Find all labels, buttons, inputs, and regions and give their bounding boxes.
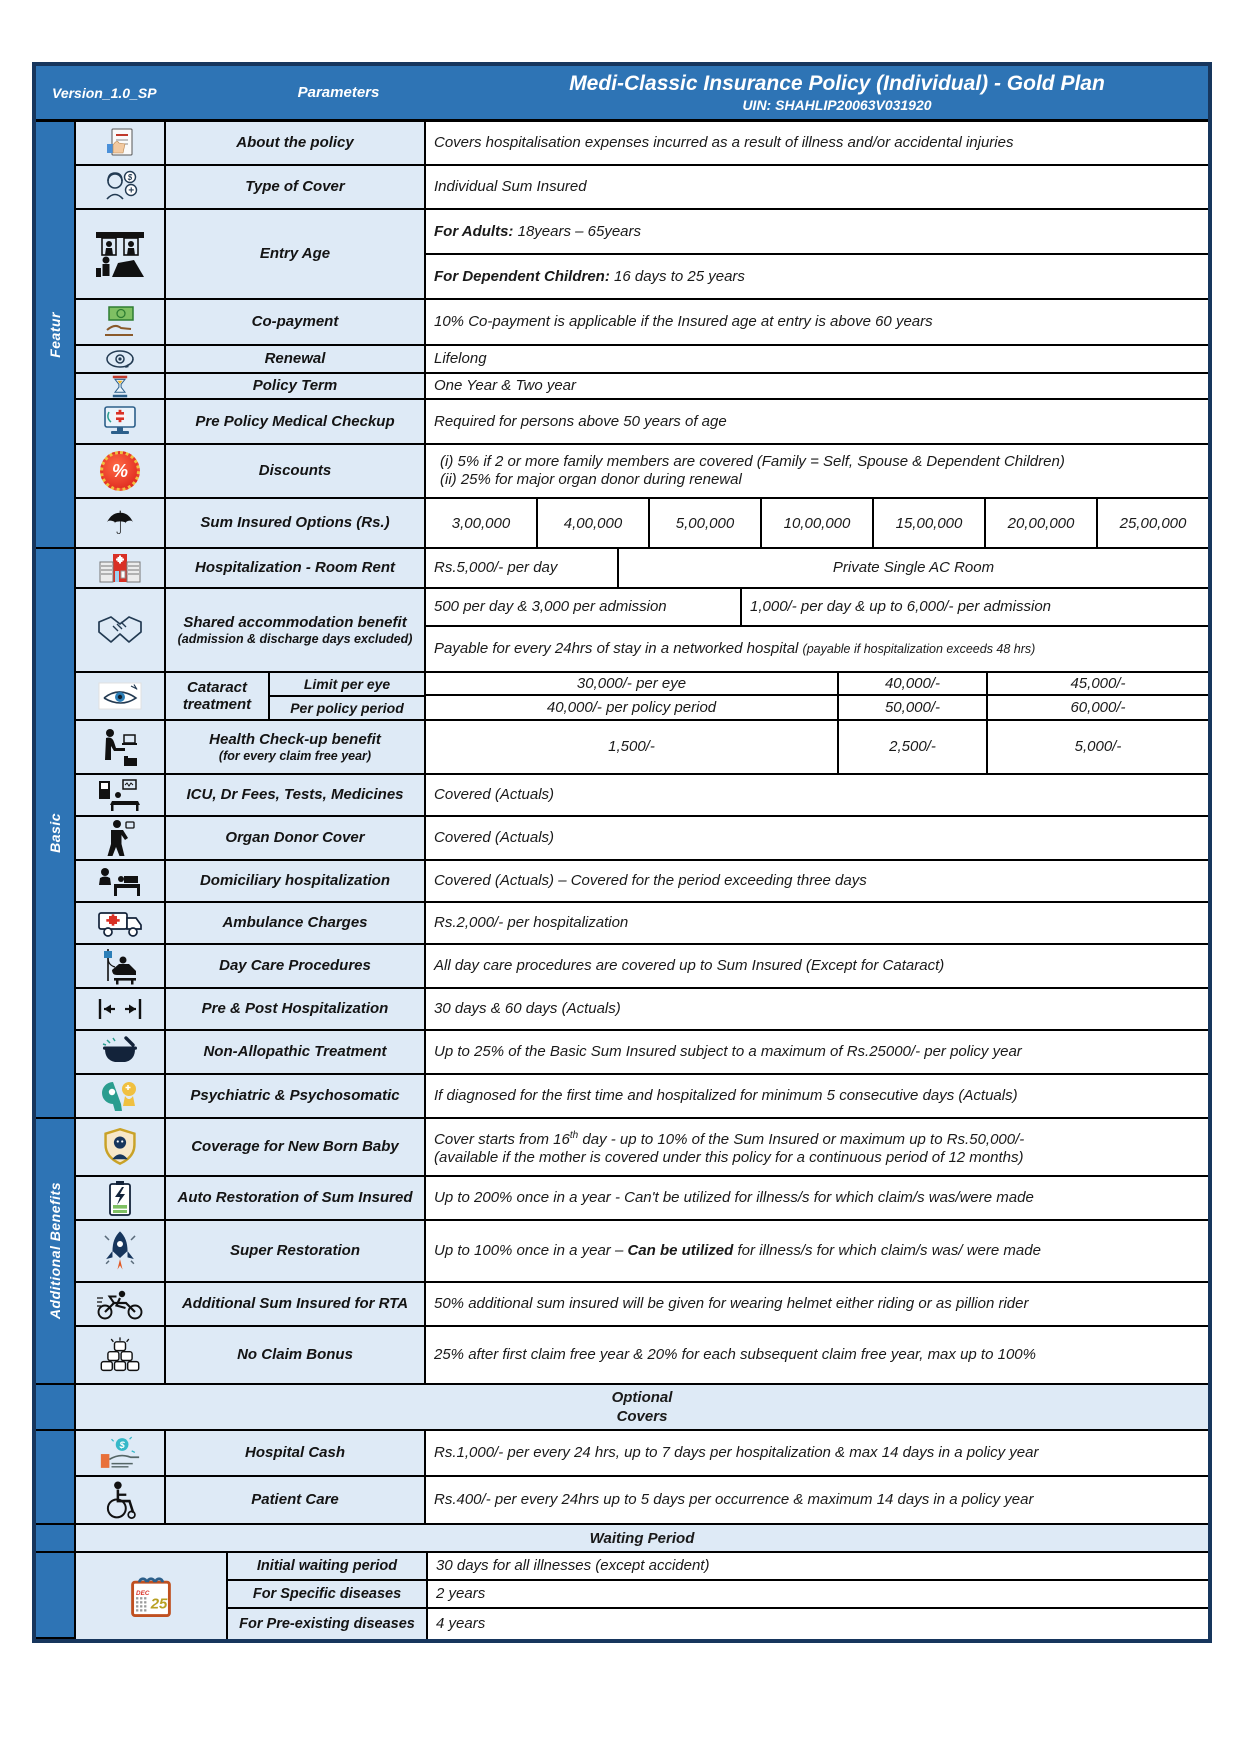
hospital-building-icon — [76, 549, 166, 587]
room-rent-type: Private Single AC Room — [832, 559, 995, 576]
row-rta — [76, 1283, 1208, 1327]
parameters-column-header: Parameters — [297, 84, 380, 101]
row-label: Co-payment — [166, 300, 426, 344]
cash-hand-icon — [76, 1431, 166, 1475]
row-label: Discounts — [166, 445, 426, 497]
cataract-cell: 50,000/- — [839, 696, 988, 719]
co-payment-value: 10% Co-payment is applicable if the Insured age at entry is above 60 years — [434, 313, 933, 330]
sidebar-segment-waiting-rows — [36, 1553, 76, 1639]
health-checkup-value: 5,000/- — [1074, 738, 1122, 755]
svg-text:$: $ — [119, 1440, 125, 1452]
ambulance-value: Rs.2,000/- per hospitalization — [434, 914, 629, 931]
cataract-cell: 40,000/- — [839, 673, 988, 694]
sum-insured-option: 15,00,000 — [874, 499, 986, 547]
row-about-policy — [76, 122, 1208, 166]
additional-section-label: Additional Benefits — [47, 1182, 63, 1320]
row-label: Additional Sum Insured for RTA — [166, 1283, 426, 1325]
health-checkup-value: 1,500/- — [426, 721, 839, 773]
row-initial-waiting — [228, 1553, 1208, 1581]
cataract-cell: 40,000/- per policy period — [426, 696, 839, 719]
type-of-cover-value: Individual Sum Insured — [434, 178, 587, 195]
waiting-period-header: Waiting Period — [76, 1525, 1208, 1551]
row-psychiatric — [76, 1075, 1208, 1119]
row-label: Hospitalization - Room Rent — [166, 549, 426, 587]
row-specific-diseases — [228, 1581, 1208, 1609]
specific-diseases-value: 2 years — [436, 1585, 486, 1602]
row-co-payment — [76, 300, 1208, 346]
sum-insured-option: 3,00,000 — [426, 499, 538, 547]
medical-monitor-icon — [76, 400, 166, 443]
row-hospital-cash — [76, 1431, 1208, 1477]
row-label: About the policy — [166, 122, 426, 164]
section-sidebar — [36, 122, 76, 1639]
row-pre-policy-checkup — [76, 400, 1208, 445]
initial-waiting-value: 30 days for all illnesses (except accident) — [436, 1557, 710, 1574]
row-cataract — [76, 673, 1208, 721]
row-discounts — [76, 445, 1208, 499]
ambulance-icon — [76, 903, 166, 943]
header-bar — [36, 66, 1208, 122]
coin-stacks-icon — [76, 1327, 166, 1383]
optional-covers-header: Optional Covers — [76, 1385, 1208, 1429]
pre-policy-checkup-value: Required for persons above 50 years of age — [434, 412, 727, 430]
row-label: Entry Age — [166, 210, 426, 298]
shared-amount-low: 500 per day & 3,000 per admission — [426, 589, 742, 625]
entry-age-adults: For Adults: 18years – 65years — [426, 210, 1208, 255]
svg-text:$: $ — [127, 173, 133, 182]
row-label: Organ Donor Cover — [166, 817, 426, 859]
entry-age-values — [426, 210, 1208, 298]
row-label: Day Care Procedures — [166, 945, 426, 987]
entry-age-children: For Dependent Children: 16 days to 25 years — [434, 267, 745, 285]
row-label: For Specific diseases — [228, 1581, 428, 1607]
sum-insured-option: 10,00,000 — [762, 499, 874, 547]
baby-shield-icon — [76, 1119, 166, 1175]
svg-text:25: 25 — [150, 1595, 168, 1613]
sidebar-segment-waiting-band — [36, 1525, 76, 1553]
document-approved-icon — [76, 122, 166, 164]
row-sum-insured-options — [76, 499, 1208, 549]
row-label: Initial waiting period — [228, 1553, 428, 1579]
organ-donor-icon — [76, 817, 166, 859]
day-care-chair-icon — [76, 945, 166, 987]
icu-bed-icon — [76, 775, 166, 815]
row-new-born — [76, 1119, 1208, 1177]
rocket-icon — [76, 1221, 166, 1281]
row-no-claim-bonus — [76, 1327, 1208, 1385]
row-renewal — [76, 346, 1208, 374]
row-day-care — [76, 945, 1208, 989]
row-label: Ambulance Charges — [166, 903, 426, 943]
row-non-allopathic — [76, 1031, 1208, 1075]
no-claim-bonus-value: 25% after first claim free year & 20% for each subsequent claim free year, max up to 100% — [434, 1346, 1036, 1363]
new-born-value: Cover starts from 16th day - up to 10% of the Sum Insured or maximum up to Rs.50,000/- (available if the mother is covered under this policy for a continuous period of 12 months) — [434, 1130, 1025, 1166]
row-label: Pre & Post Hospitalization — [166, 989, 426, 1029]
row-auto-restoration — [76, 1177, 1208, 1221]
row-type-of-cover — [76, 166, 1208, 210]
row-health-checkup — [76, 721, 1208, 775]
row-room-rent — [76, 549, 1208, 589]
sum-insured-option: 20,00,000 — [986, 499, 1098, 547]
row-policy-term — [76, 374, 1208, 400]
cataract-sublabels — [270, 673, 426, 719]
patient-care-value: Rs.400/- per every 24hrs up to 5 days per occurrence & maximum 14 days in a policy year — [434, 1491, 1034, 1508]
sidebar-section-features — [36, 122, 76, 549]
row-entry-age — [76, 210, 1208, 300]
row-label: ICU, Dr Fees, Tests, Medicines — [166, 775, 426, 815]
sum-insured-option: 25,00,000 — [1119, 514, 1187, 532]
cataract-label: Cataract treatment — [166, 673, 270, 719]
sum-insured-option: 4,00,000 — [538, 499, 650, 547]
row-pre-existing — [228, 1609, 1208, 1639]
organ-donor-value: Covered (Actuals) — [434, 829, 555, 846]
shared-accommodation-note: Payable for every 24hrs of stay in a networked hospital (payable if hospitalization exceeds 48 hrs) — [434, 640, 1036, 657]
row-icu — [76, 775, 1208, 817]
icu-value: Covered (Actuals) — [434, 786, 555, 803]
non-allopathic-value: Up to 25% of the Basic Sum Insured subject to a maximum of Rs.25000/- per policy year — [434, 1043, 1022, 1060]
banknote-hand-icon — [76, 300, 166, 344]
cataract-sublabel-limit: Limit per eye — [270, 673, 424, 697]
rta-value: 50% additional sum insured will be given for wearing helmet either riding or as pillion rider — [434, 1295, 1029, 1312]
room-rent-per-day: Rs.5,000/- per day — [426, 549, 619, 587]
mind-heads-icon — [76, 1075, 166, 1117]
row-label: Non-Allopathic Treatment — [166, 1031, 426, 1073]
row-ambulance — [76, 903, 1208, 945]
airport-gate-icon — [76, 210, 166, 298]
cataract-cell: 60,000/- — [1070, 698, 1126, 716]
shared-accommodation-values — [426, 589, 1208, 671]
cataract-cell: 30,000/- per eye — [426, 673, 839, 694]
sidebar-segment-optional-rows — [36, 1431, 76, 1525]
row-label: Sum Insured Options (Rs.) — [166, 499, 426, 547]
row-waiting-group — [76, 1553, 1208, 1639]
version-label: Version_1.0_SP — [52, 84, 157, 101]
uin-label: UIN: SHAHLIP20063V031920 — [742, 97, 932, 113]
row-label: Health Check-up benefit (for every claim free year) — [166, 721, 426, 773]
shared-accommodation-amounts — [426, 589, 1208, 627]
waiting-rows — [228, 1553, 1208, 1639]
percent-badge-icon: % — [76, 445, 166, 497]
renewal-value: Lifelong — [434, 350, 487, 367]
basic-section-label: Basic — [47, 813, 63, 853]
psychiatric-value: If diagnosed for the first time and hospitalized for minimum 5 consecutive days (Actuals) — [434, 1087, 1018, 1104]
row-optional-covers-band — [76, 1385, 1208, 1431]
mortar-pestle-icon — [76, 1031, 166, 1073]
row-label: Domiciliary hospitalization — [166, 861, 426, 901]
umbrella-icon: ☂ — [76, 499, 166, 547]
row-patient-care — [76, 1477, 1208, 1525]
day-care-value: All day care procedures are covered up to Sum Insured (Except for Cataract) — [434, 957, 945, 974]
row-label: Policy Term — [166, 374, 426, 398]
features-section-label: Featur — [47, 311, 63, 358]
wheelchair-icon — [76, 1477, 166, 1523]
pre-post-value: 30 days & 60 days (Actuals) — [434, 1000, 621, 1017]
policy-term-value: One Year & Two year — [434, 377, 577, 394]
handshake-icon — [76, 589, 166, 671]
checkup-desk-icon — [76, 721, 166, 773]
sidebar-section-additional — [36, 1119, 76, 1385]
row-organ-donor — [76, 817, 1208, 861]
battery-restore-icon — [76, 1177, 166, 1219]
page-title: Medi-Classic Insurance Policy (Individual) - Gold Plan — [569, 72, 1105, 95]
row-label: No Claim Bonus — [166, 1327, 426, 1383]
row-label: Coverage for New Born Baby — [166, 1119, 426, 1175]
home-care-icon — [76, 861, 166, 901]
row-label: For Pre-existing diseases — [228, 1609, 428, 1639]
cataract-values — [426, 673, 1208, 719]
eye-renewal-icon — [76, 346, 166, 372]
cataract-sublabel-period: Per policy period — [290, 700, 404, 716]
row-label: Shared accommodation benefit (admission & discharge days excluded) — [166, 589, 426, 671]
auto-restoration-value: Up to 200% once in a year - Can't be utilized for illness/s for which claim/s was/were made — [434, 1189, 1034, 1206]
row-label: Renewal — [166, 346, 426, 372]
table-body — [36, 122, 1208, 1639]
hospital-cash-value: Rs.1,000/- per every 24 hrs, up to 7 days per hospitalization & max 14 days in a policy year — [434, 1444, 1039, 1461]
row-label: Psychiatric & Psychosomatic — [166, 1075, 426, 1117]
health-checkup-value: 2,500/- — [839, 721, 988, 773]
row-waiting-period-band — [76, 1525, 1208, 1553]
hourglass-icon — [76, 374, 166, 398]
discounts-value: (i) 5% if 2 or more family members are covered (Family = Self, Spouse & Dependent Children) (ii) 25% for major organ donor during renewal — [440, 453, 1065, 488]
sidebar-section-basic — [36, 549, 76, 1119]
about-policy-value: Covers hospitalisation expenses incurred as a result of illness and/or accidental injuries — [434, 134, 1014, 151]
row-label: Hospital Cash — [166, 1431, 426, 1475]
svg-text:DEC: DEC — [136, 1589, 150, 1597]
row-pre-post — [76, 989, 1208, 1031]
row-label: Super Restoration — [166, 1221, 426, 1281]
row-shared-accommodation — [76, 589, 1208, 673]
row-super-restoration — [76, 1221, 1208, 1283]
pre-existing-value: 4 years — [436, 1615, 486, 1632]
cataract-cell: 45,000/- — [1070, 674, 1126, 692]
row-domiciliary — [76, 861, 1208, 903]
cataract-row-limit — [426, 673, 1208, 696]
rows-container — [76, 122, 1208, 1639]
row-label: Pre Policy Medical Checkup — [166, 400, 426, 443]
cataract-row-period — [426, 696, 1208, 719]
policy-table — [32, 62, 1212, 1643]
title-block — [466, 66, 1208, 119]
shared-amount-high: 1,000/- per day & up to 6,000/- per admission — [750, 598, 1052, 615]
super-restoration-value: Up to 100% once in a year – Can be utilized for illness/s for which claim/s was/ were made — [434, 1242, 1041, 1259]
calendar-icon — [76, 1553, 228, 1639]
eye-surgery-icon — [76, 673, 166, 719]
domiciliary-value: Covered (Actuals) – Covered for the period exceeding three days — [434, 872, 867, 889]
row-label: Auto Restoration of Sum Insured — [166, 1177, 426, 1219]
insurance-agent-icon — [76, 166, 166, 208]
sidebar-segment-optional-band — [36, 1385, 76, 1431]
motorcycle-icon — [76, 1283, 166, 1325]
sum-insured-option: 5,00,000 — [650, 499, 762, 547]
row-label: Patient Care — [166, 1477, 426, 1523]
row-label: Type of Cover — [166, 166, 426, 208]
arrows-range-icon — [76, 989, 166, 1029]
svg-text:+: + — [128, 185, 134, 197]
